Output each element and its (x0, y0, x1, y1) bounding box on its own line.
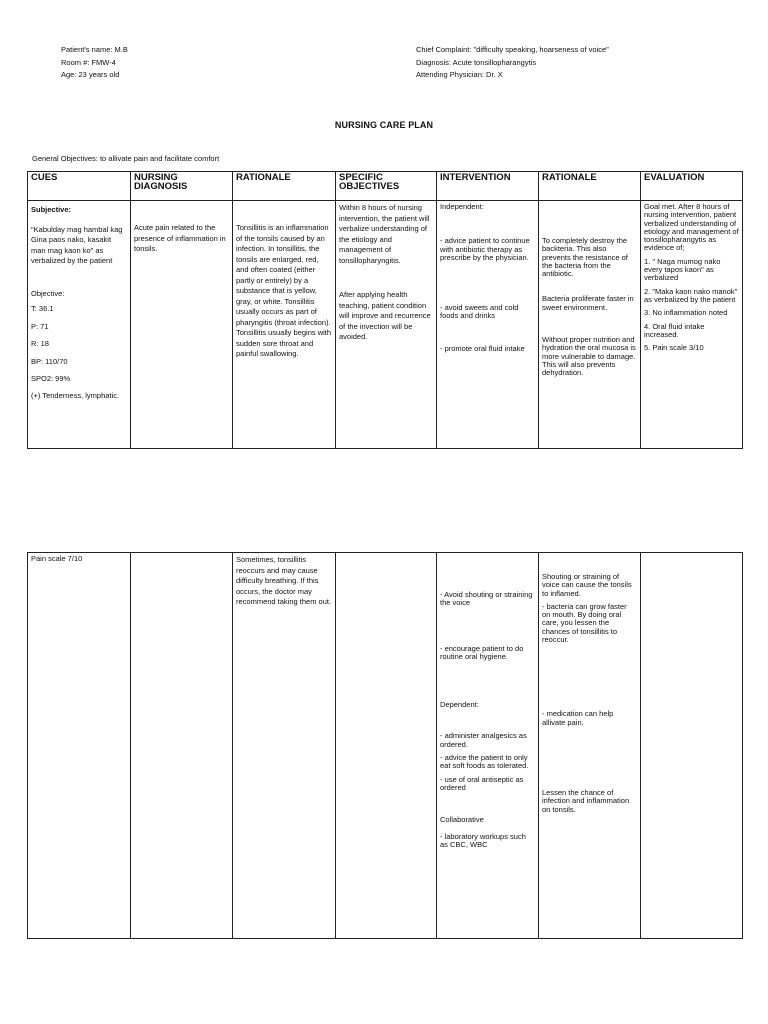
intervention-item: - promote oral fluid intake (440, 343, 525, 353)
objective-item: After applying health teaching, patient condition will improve and recurrence of the invection will be avoided. (339, 290, 431, 341)
objective-label: Objective: (31, 288, 65, 298)
rationale-text: Tonsillitis is an inflammation of the tonsils caused by an infection. In tonsillitis, the tonsils are enlarged, red, and often coated (either partly or entirely) by a substance that is yellow, gray, or white. Tonsillitis usually occurs as part of pharyngitis (throat infection). Tonsillitis usually begins with sudden sore throat and painful swallowing. (236, 223, 332, 358)
intervention-label: Independent: (440, 202, 484, 211)
rationale-text: Sometimes, tonsillitis reoccurs and may cause difficulty breathing. If this occurs, the doctor may recommend taking them out. (236, 555, 332, 606)
dependent-label: Dependent: (440, 700, 479, 710)
evaluation-item: 5. Pain scale 3/10 (644, 343, 704, 353)
chief-complaint: Chief Complaint: "difficulty speaking, hoarseness of voice" (416, 45, 609, 54)
col-header-cues: CUES (28, 172, 131, 201)
vital-respiration: R: 18 (31, 339, 49, 348)
intervention-item: - avoid sweets and cold foods and drinks (440, 303, 519, 321)
intervention-item: - use of oral antiseptic as ordered (440, 774, 524, 792)
vital-pulse: P: 71 (31, 321, 49, 331)
objective-item: Within 8 hours of nursing intervention, the patient will verbalize understanding of the etiology and management of tonsillopharyngitis. (339, 203, 430, 265)
vital-spo2: SPO2: 99% (31, 374, 71, 383)
subjective-text: "Kabulday mag hambal kag Gina paos nako, kasakit man mag kaon ko" as verbalized by the patient (31, 224, 123, 265)
diagnosis: Diagnosis: Acute tonsillopharangytis (416, 57, 537, 67)
evaluation-cell (641, 201, 743, 449)
intervention-item: - advice the patient to only eat soft foods as tolerated. (440, 753, 529, 771)
room-number: Room #: FMW-4 (61, 57, 116, 67)
col-header-rationale: RATIONALE (233, 172, 336, 201)
rationale-2-item: Lessen the chance of infection and inflammation on tonsils. (542, 787, 630, 814)
evaluation-item: 3. No inflammation noted (644, 308, 728, 318)
rationale-2-item: Bacteria proliferate faster in sweet environment. (542, 294, 634, 312)
evaluation-item: 2. "Maka kaon nako manok" as verbalized by the patient (644, 286, 738, 304)
intervention-item: - administer analgesics as ordered. (440, 731, 527, 749)
tenderness-note: (+) Tenderness, lymphatic. (31, 390, 120, 400)
collaborative-label: Collaborative (440, 815, 484, 825)
col-header-nursing-diagnosis: NURSING DIAGNOSIS (131, 172, 233, 201)
rationale-cell (233, 553, 336, 939)
col-header-intervention: INTERVENTION (437, 172, 539, 201)
nursing-diagnosis-cell (131, 553, 233, 939)
rationale-2-cell (539, 553, 641, 939)
rationale-2-item: Shouting or straining of voice can cause the tonsils to inflamed. (542, 572, 632, 598)
subjective-label: Subjective: (31, 205, 72, 214)
vital-blood-pressure: BP: 110/70 (31, 356, 68, 366)
patient-age: Age: 23 years old (61, 70, 120, 79)
attending-physician: Attending Physician: Dr. X (416, 70, 503, 79)
col-header-evaluation: EVALUATION (641, 172, 743, 201)
specific-objectives-cell (336, 553, 437, 939)
rationale-2-item: - medication can help allivate pain. (542, 709, 614, 727)
intervention-item: - Avoid shouting or straining the voice (440, 590, 533, 608)
clinical-info (416, 44, 609, 82)
care-plan-table-continued (27, 552, 743, 939)
rationale-2-item: Without proper nutrition and hydration the oral mucosa is more vulnerable to damage. This will also prevents dehydration. (542, 335, 636, 378)
table-header-row (28, 172, 743, 201)
intervention-item: - encourage patient to do routine oral hygiene. (440, 643, 524, 661)
table-row (28, 201, 743, 449)
evaluation-item: 1. " Naga mumog nako every tapos kaon" as verbalized (644, 256, 721, 283)
page-title: NURSING CARE PLAN (334, 120, 434, 130)
col-header-rationale-2: RATIONALE (539, 172, 641, 201)
rationale-2-item: - bacteria can grow faster on mouth. By doing oral care, you lessen the chances of tonsillitis to reoccur. (542, 601, 627, 645)
vital-temperature: T: 36.1 (31, 304, 54, 313)
evaluation-cell (641, 553, 743, 939)
nursing-diagnosis-text: Acute pain related to the presence of inflammation in tonsils. (134, 223, 226, 253)
intervention-cell (437, 201, 539, 449)
specific-objectives-cell (336, 201, 437, 449)
patient-name: Patient's name: M.B (61, 45, 128, 54)
table-row (28, 553, 743, 939)
evaluation-item: 4. Oral fluid intake increased. (644, 321, 705, 339)
intervention-item: - laboratory workups such as CBC, WBC (440, 831, 526, 849)
care-plan-table (27, 171, 743, 449)
pain-scale: Pain scale 7/10 (31, 554, 83, 563)
cues-cell (28, 553, 131, 939)
intervention-cell (437, 553, 539, 939)
evaluation-item: Goal met. After 8 hours of nursing intervention, patient verbalized understanding of etiology and management of tonsillopharangytis as evidence of; (644, 202, 739, 253)
rationale-2-item: To completely destroy the backteria. This also prevents the resistance of the bacteria from the antibiotic. (542, 236, 628, 279)
general-objectives: General Objectives: to allivate pain and facilitate comfort (32, 154, 220, 163)
cues-cell (28, 201, 131, 449)
patient-info (61, 44, 128, 82)
col-header-specific-objectives: SPECIFIC OBJECTIVES (336, 172, 437, 201)
rationale-2-cell (539, 201, 641, 449)
nursing-diagnosis-cell (131, 201, 233, 449)
rationale-cell (233, 201, 336, 449)
intervention-item: - advice patient to continue with antibiotic therapy as prescribe by the physician. (440, 236, 530, 262)
